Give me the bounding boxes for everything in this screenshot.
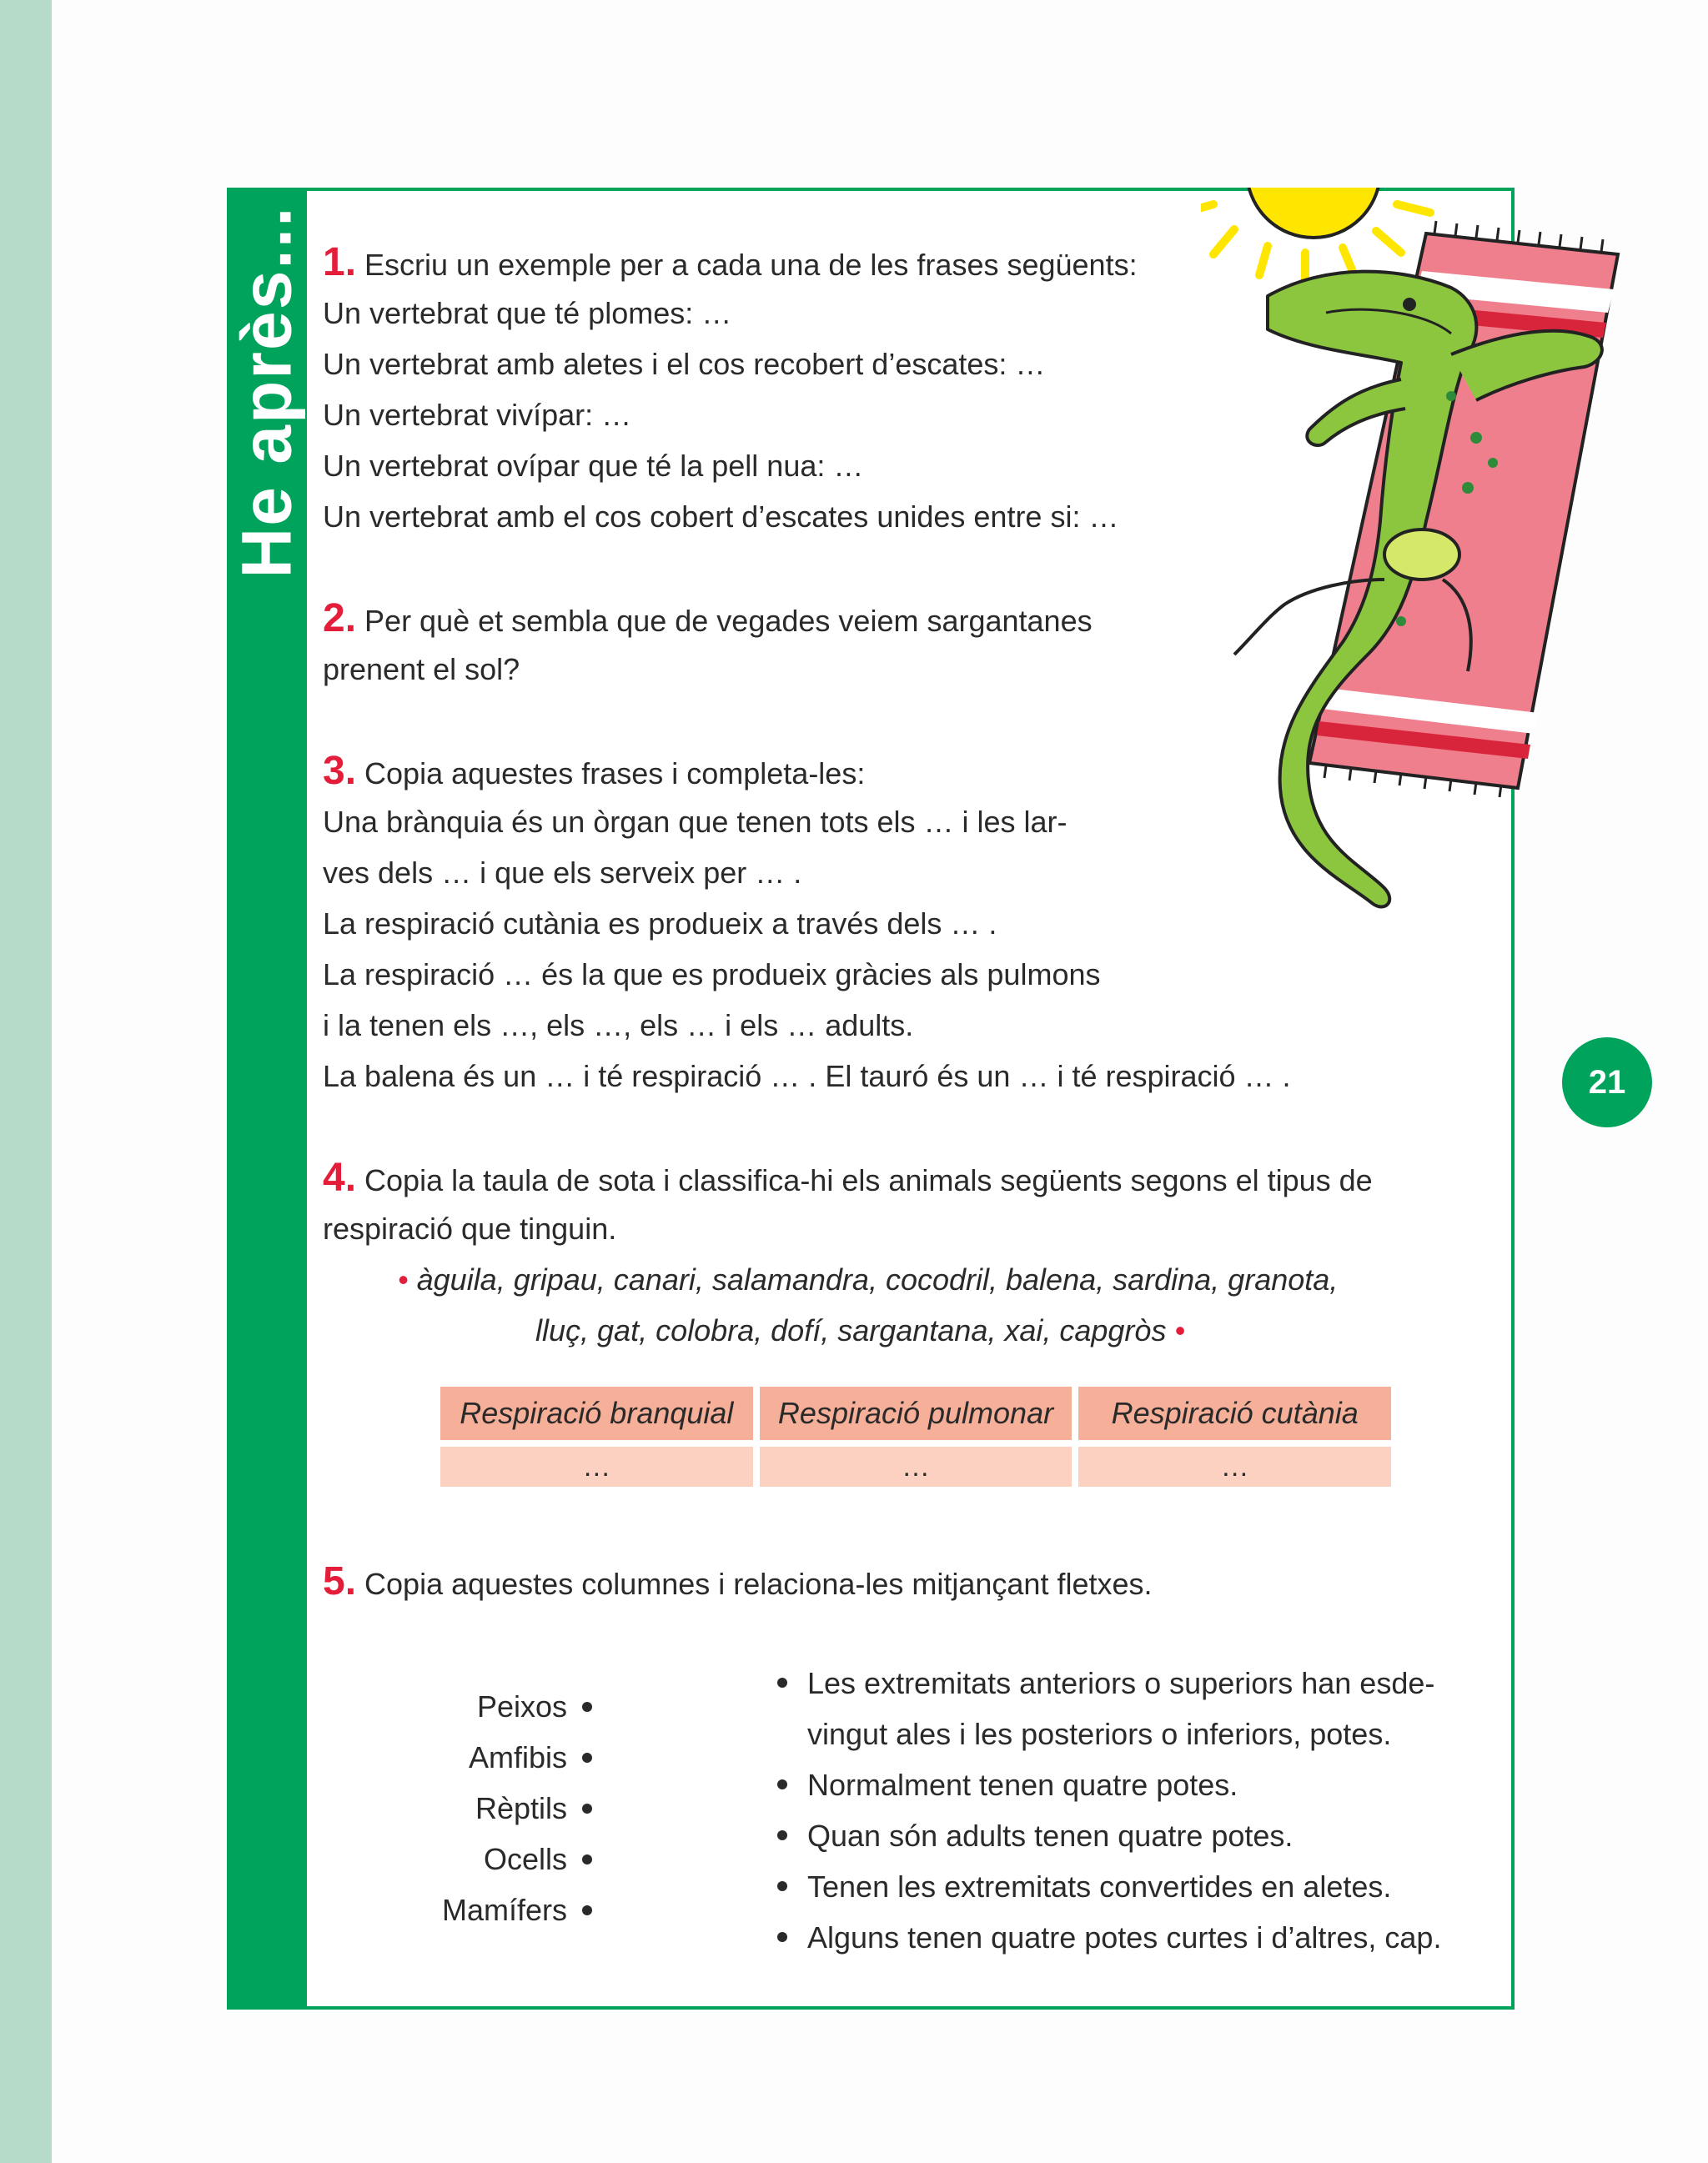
exercise-line: Un vertebrat amb el cos cobert d’escates unides entre si: … xyxy=(323,499,1119,534)
exercise-line: respiració que tinguin. xyxy=(323,1212,617,1246)
animal-list-line-2: lluç, gat, colobra, dofí, sargantana, xai, capgròs • xyxy=(535,1313,1186,1347)
exercise-3 xyxy=(323,745,1291,1102)
bullet-icon xyxy=(774,1861,807,1912)
exercise-2 xyxy=(323,593,1093,695)
table-row xyxy=(440,1447,1391,1487)
bullet-icon xyxy=(582,1905,592,1915)
list-item: Normalment tenen quatre potes. xyxy=(774,1759,1516,1810)
list-item: Tenen les extremitats convertides en aletes. xyxy=(774,1861,1516,1912)
exercise-5 xyxy=(323,1556,1153,1607)
list-item-continuation: vingut ales i les posteriors o inferiors, potes. xyxy=(807,1717,1392,1751)
table-header: Respiració branquial xyxy=(440,1387,753,1440)
bullet-icon xyxy=(774,1912,807,1963)
exercise-4 xyxy=(323,1152,1507,1356)
exercise-3-prompt: 3. Copia aquestes frases i completa-les: xyxy=(323,749,866,793)
exercise-line: La respiració cutània es produeix a través dels … . xyxy=(323,906,997,941)
exercise-4-prompt: 4. Copia la taula de sota i classifica-hi els animals següents segons el tipus de xyxy=(323,1156,1373,1200)
bullet-icon xyxy=(582,1854,592,1864)
exercise-line: prenent el sol? xyxy=(323,652,520,686)
list-item: Peixos xyxy=(400,1681,592,1732)
exercise-5-prompt: 5. Copia aquestes columnes i relaciona-les mitjançant fletxes. xyxy=(323,1559,1153,1603)
exercise-line: Un vertebrat vivípar: … xyxy=(323,398,632,432)
respiration-table xyxy=(440,1387,1391,1493)
bullet-icon: • xyxy=(398,1262,409,1297)
bullet-icon xyxy=(774,1759,807,1810)
list-item: Amfibis xyxy=(400,1732,592,1783)
list-item: Ocells xyxy=(400,1834,592,1884)
exercise-line: i la tenen els …, els …, els … i els … adults. xyxy=(323,1008,914,1042)
exercise-number: 3. xyxy=(323,749,357,793)
table-cell: … xyxy=(440,1447,753,1487)
exercise-1 xyxy=(323,237,1138,542)
exercise-line: Un vertebrat amb aletes i el cos recobert d’escates: … xyxy=(323,347,1046,381)
exercise-line: La balena és un … i té respiració … . El tauró és un … i té respiració … . xyxy=(323,1059,1291,1093)
table-header-row xyxy=(440,1387,1391,1440)
exercise-line: Un vertebrat ovípar que té la pell nua: … xyxy=(323,449,864,483)
bullet-icon: • xyxy=(1174,1313,1186,1347)
list-item: Mamífers xyxy=(400,1884,592,1935)
bullet-icon xyxy=(582,1753,592,1763)
list-item: Les extremitats anteriors o superiors han esde- xyxy=(774,1658,1516,1709)
features-column xyxy=(774,1658,1516,1963)
exercise-number: 4. xyxy=(323,1156,357,1200)
table-header: Respiració pulmonar xyxy=(760,1387,1073,1440)
exercise-line: La respiració … és la que es produeix gràcies als pulmons xyxy=(323,957,1101,991)
bullet-icon xyxy=(582,1804,592,1814)
list-item: Rèptils xyxy=(400,1783,592,1834)
table-cell: … xyxy=(1078,1447,1391,1487)
sun-icon xyxy=(1201,188,1430,284)
exercise-line: ves dels … i que els serveix per … . xyxy=(323,856,802,890)
animal-list-line-1: • àguila, gripau, canari, salamandra, cocodril, balena, sardina, granota, xyxy=(398,1262,1339,1297)
list-item: Quan són adults tenen quatre potes. xyxy=(774,1810,1516,1861)
table-header: Respiració cutània xyxy=(1078,1387,1391,1440)
exercise-number: 2. xyxy=(323,596,357,640)
bullet-icon xyxy=(774,1658,807,1709)
table-cell: … xyxy=(760,1447,1073,1487)
exercise-line: Un vertebrat que té plomes: … xyxy=(323,296,732,330)
section-title: He après... xyxy=(227,205,306,579)
exercise-number: 5. xyxy=(323,1559,357,1603)
exercise-1-prompt: 1. Escriu un exemple per a cada una de les frases següents: xyxy=(323,240,1138,284)
exercise-2-prompt: 2. Per què et sembla que de vegades veiem sargantanes xyxy=(323,596,1093,640)
exercise-line: Una brànquia és un òrgan que tenen tots els … i les lar- xyxy=(323,805,1068,839)
bullet-icon xyxy=(774,1810,807,1861)
list-item: Alguns tenen quatre potes curtes i d’altres, cap. xyxy=(774,1912,1516,1963)
page-number: 21 xyxy=(1562,1037,1652,1127)
bullet-icon xyxy=(582,1702,592,1712)
page-edge-strip xyxy=(0,0,52,2163)
exercise-number: 1. xyxy=(323,240,357,284)
animal-groups-column xyxy=(400,1681,592,1935)
